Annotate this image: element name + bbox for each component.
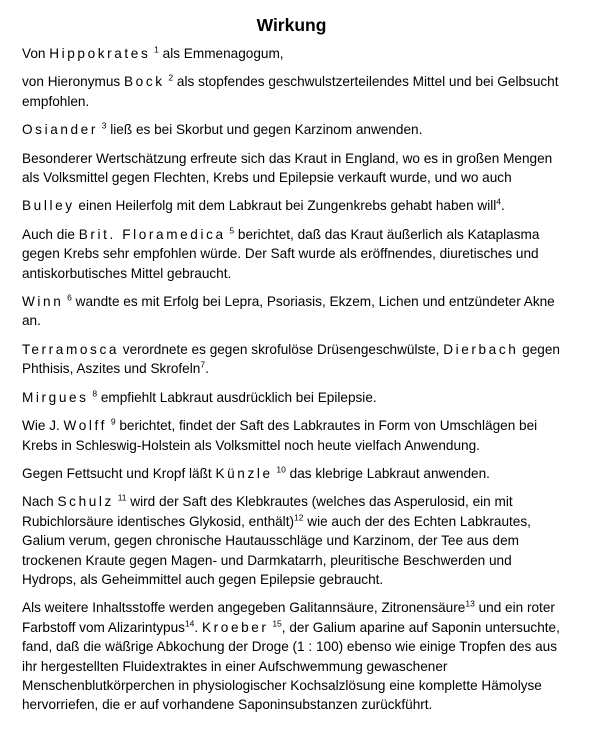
author-name: Mirgues [22, 389, 89, 405]
text-run: als stopfendes geschwulstzerteilendes Mittel und bei Gelbsucht empfohlen. [22, 74, 559, 109]
paragraph [22, 196, 561, 215]
paragraph [22, 120, 561, 139]
text-run: wie auch der des Echten Labkrautes, Galium verum, gegen chronische Hautausschläge und Karzinom, der Tee aus dem trockenen Kraute gegen Magen- und Darmkatarrh, pleuritische Beschwerden und Hydrops, als Geheimmittel auch gegen Epilepsie gebraucht. [22, 513, 531, 587]
text-run: Nach [22, 494, 58, 510]
text-run: und ein roter Farbstoff vom Alizarintypus [22, 600, 555, 635]
author-name: Wolff [63, 418, 108, 434]
author-name: Bock [124, 74, 165, 90]
paragraph [22, 72, 561, 111]
footnote-ref: 3 [101, 120, 107, 131]
section-heading: Wirkung [256, 15, 327, 35]
text-run: gegen Phthisis, Aszites und Skrofeln [22, 341, 560, 377]
text-run: wird der Saft des Klebkrautes (welches das Asperulosid, ein mit Rubichlorsäure identisches Glykosid, enthält) [22, 494, 513, 529]
author-name: Terramosca [22, 341, 120, 357]
text-run: das klebrige Labkraut anwenden. [285, 465, 490, 481]
text-run: . [194, 619, 202, 635]
paragraph [22, 388, 561, 407]
footnote-ref: 2 [168, 72, 174, 83]
text-run: einen Heilerfolg mit dem Labkraut bei Zungenkrebs gehabt haben will [74, 198, 497, 214]
author-name: Hippokrates [49, 46, 151, 61]
text-run: empfiehlt Labkraut ausdrücklich bei Epilepsie. [97, 389, 377, 405]
author-name: Bulley [22, 198, 75, 214]
text-run: Gegen Fettsucht und Kropf läßt [22, 465, 216, 481]
paragraph [22, 292, 561, 331]
text-run: berichtet, daß das Kraut äußerlich als Kataplasma gegen Krebs sehr empfohlen würde. Der Saft wurde als eröffnendes, diuretisches und antiskorbutisches Mittel gebraucht. [22, 226, 540, 281]
text-run: wandte es mit Erfolg bei Lepra, Psoriasis, Ekzem, Lichen und entzündeter Akne an. [22, 294, 555, 329]
footnote-ref: 4 [496, 196, 502, 207]
paragraph [22, 464, 561, 483]
text-run: Wie J. [22, 418, 64, 434]
footnote-ref: 12 [294, 512, 304, 523]
paragraph [22, 340, 561, 379]
footnote-ref: 1 [154, 44, 159, 55]
text-run: Als weitere Inhaltsstoffe werden angegeben Galitannsäure, Zitronensäure [22, 600, 466, 616]
text-run: ließ es bei Skorbut und gegen Karzinom anwenden. [106, 122, 423, 138]
author-name: Dierbach [443, 341, 519, 357]
document-body [22, 44, 561, 715]
paragraph [22, 598, 561, 714]
author-name: Künzle [215, 465, 273, 481]
text-run: berichtet, findet der Saft des Labkrautes in Form von Umschlägen bei Krebs in Schleswig-Holstein als Volksmittel noch heute vielfach Anwendung. [22, 418, 538, 453]
footnote-ref: 11 [117, 492, 127, 503]
footnote-ref: 9 [110, 416, 116, 427]
footnote-ref: 14 [184, 618, 195, 629]
text-run: . [501, 198, 505, 214]
author-name: Brit. Floramedica [78, 226, 226, 242]
footnote-ref: 13 [465, 598, 475, 609]
author-name: Schulz [57, 494, 114, 510]
paragraph [22, 492, 561, 589]
footnote-ref: 7 [200, 359, 206, 370]
text-run: , der Galium aparine auf Saponin untersuchte, fand, daß die wäßrige Abkochung der Droge (1 : 100) ebenso wie einige Tropfen des aus ihr hergestellten Fluidextraktes in einer Aufschwemmung gewaschener Menschenblutkörperchen in physiologischer Kochsalzlösung eine komplette Hämolyse hervorriefen, die er auf vorhandene Saponinsubstanzen zurückführt. [22, 619, 560, 713]
text-run: . [205, 361, 209, 377]
footnote-ref: 8 [92, 388, 98, 399]
lead-in-text: Von [22, 46, 50, 61]
footnote-ref: 10 [276, 464, 286, 475]
author-name: Kroeber [201, 619, 269, 635]
text-run: Auch die [22, 226, 79, 242]
paragraph [22, 44, 561, 63]
paragraph [22, 416, 561, 455]
paragraph [22, 225, 561, 283]
text-run: als Emmenagogum, [158, 46, 284, 61]
text-run: von Hieronymus [22, 74, 124, 90]
author-name: Winn [22, 294, 64, 310]
text-run: verordnete es gegen skrofulöse Drüsengeschwülste, [119, 341, 444, 357]
footnote-ref: 15 [272, 618, 282, 629]
text-run: Besonderer Wertschätzung erfreute sich das Kraut in England, wo es in großen Mengen als Volksmittel gegen Flechten, Krebs und Epilepsie verkauft wurde, und wo auch [22, 150, 553, 186]
footnote-ref: 5 [229, 225, 235, 236]
footnote-ref: 6 [67, 292, 72, 303]
paragraph [22, 149, 561, 188]
author-name: Osiander [22, 122, 98, 138]
